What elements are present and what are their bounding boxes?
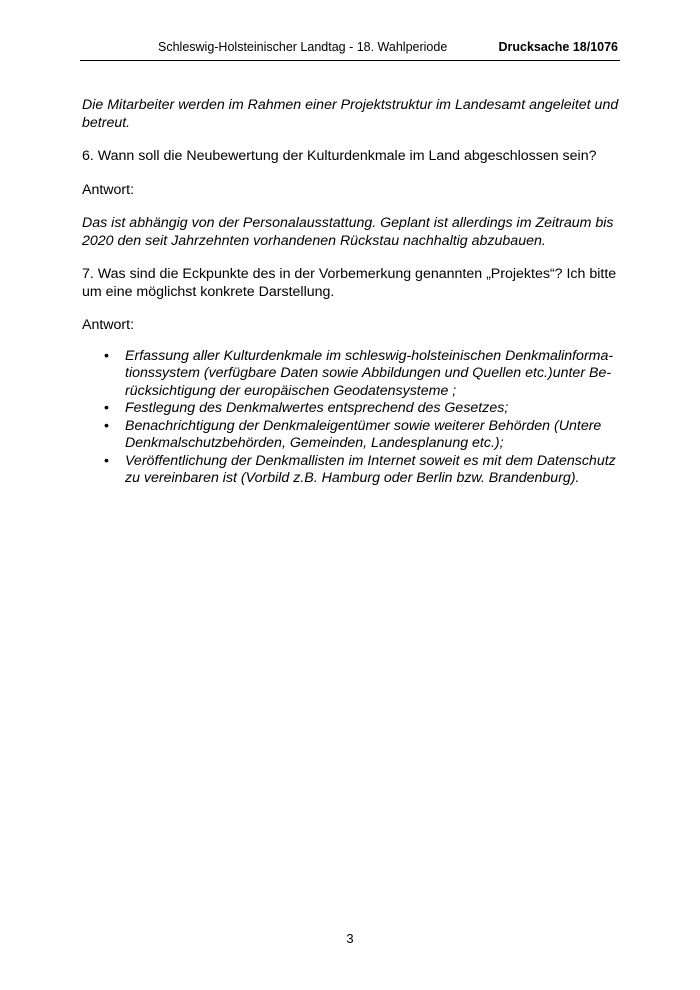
list-item	[82, 400, 622, 418]
paragraph-answer-5-continuation: Die Mitarbeiter werden im Rahmen einer Projektstruktur im Landesamt angeleitet und betreut.	[82, 97, 619, 131]
bullet-icon: •	[104, 452, 109, 469]
answer-label-7: Antwort:	[82, 317, 135, 333]
document-body	[82, 97, 622, 488]
list-item-text: Erfassung aller Kulturdenkmale im schleswig-holsteinischen Denkmalinforma-tionssystem (verfügbare Daten sowie Abbildungen und Quellen etc.)unter Be-rücksichtigung der europäischen Geodatensysteme ;	[125, 347, 614, 399]
list-item	[82, 453, 622, 488]
list-item-text: Veröffentlichung der Denkmallisten im Internet soweit es mit dem Datenschutz zu vereinbaren ist (Vorbild z.B. Hamburg oder Berlin bzw. Brandenburg).	[125, 452, 616, 486]
list-item-text: Festlegung des Denkmalwertes entsprechend des Gesetzes;	[125, 400, 509, 416]
bullet-icon: •	[104, 417, 109, 434]
list-item	[82, 418, 622, 453]
bullet-icon: •	[104, 400, 109, 416]
answer-label-6: Antwort:	[82, 181, 135, 198]
list-item-text: Benachrichtigung der Denkmaleigentümer sowie weiterer Behörden (Untere Denkmalschutzbehörden, Gemeinden, Landesplanung etc.);	[125, 417, 602, 451]
answer-7-bullet-list	[82, 348, 622, 488]
page-header	[80, 38, 620, 61]
question-7: 7. Was sind die Eckpunkte des in der Vorbemerkung genannten „Projektes“? Ich bitte um eine möglichst konkrete Darstellung.	[82, 266, 617, 300]
header-title: Schleswig-Holsteinischer Landtag - 18. Wahlperiode	[158, 40, 448, 54]
document-number: Drucksache 18/1076	[498, 40, 618, 54]
bullet-icon: •	[104, 347, 109, 364]
list-item	[82, 348, 622, 401]
page-number: 3	[346, 931, 354, 946]
question-6: 6. Wann soll die Neubewertung der Kulturdenkmale im Land abgeschlossen sein?	[82, 148, 597, 164]
answer-6: Das ist abhängig von der Personalausstattung. Geplant ist allerdings im Zeitraum bis 2020 den seit Jahrzehnten vorhandenen Rückstau nachhaltig abzubauen.	[82, 215, 614, 249]
